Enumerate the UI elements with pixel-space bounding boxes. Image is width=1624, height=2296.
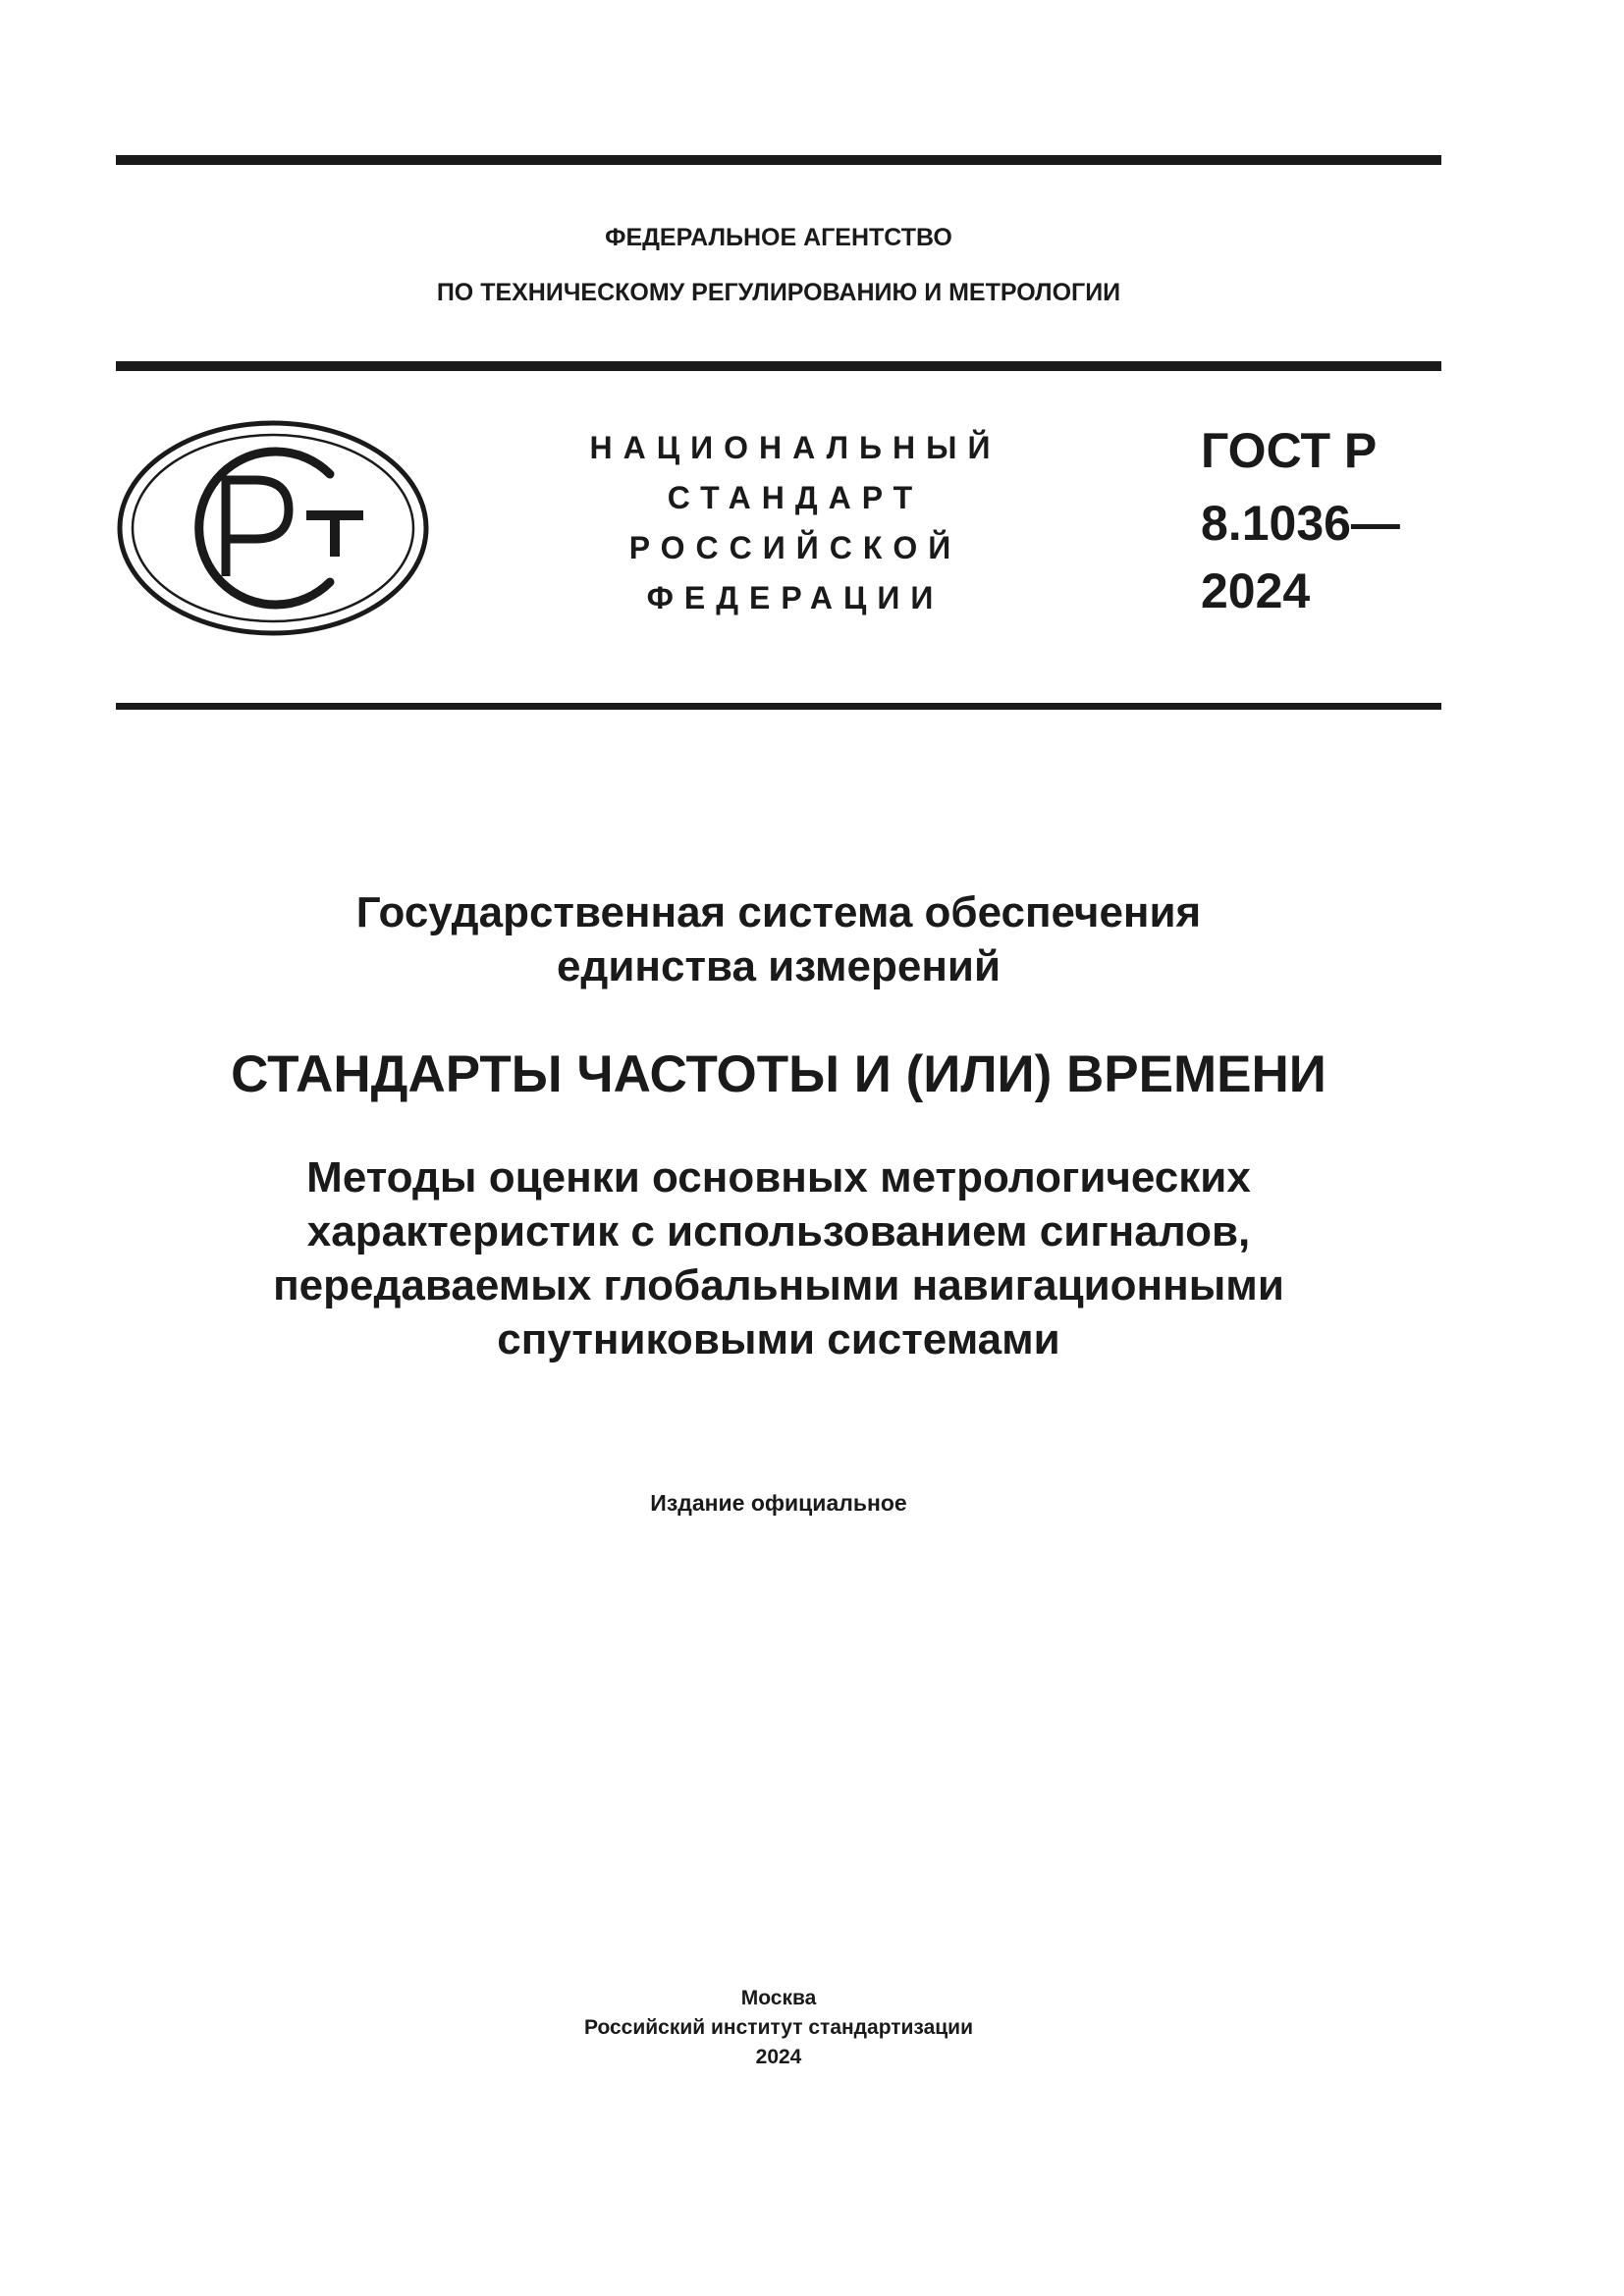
national-standard-line1: НАЦИОНАЛЬНЫЙ: [589, 430, 1001, 465]
designation-line1: ГОСТ Р: [1201, 423, 1378, 478]
header-rule: [116, 361, 1441, 371]
footer-city: Москва: [740, 1987, 817, 2009]
agency-name-line2: ПО ТЕХНИЧЕСКОМУ РЕГУЛИРОВАНИЮ И МЕТРОЛОГИИ: [436, 279, 1121, 306]
national-standard-line2: СТАНДАРТ: [667, 480, 924, 515]
agency-name-line1: ФЕДЕРАЛЬНОЕ АГЕНТСТВО: [605, 224, 952, 251]
subtitle-line3: передаваемых глобальными навигационными: [273, 1261, 1284, 1309]
subtitle-line2: характеристик с использованием сигналов,: [306, 1207, 1251, 1255]
rst-certification-mark-icon: [116, 419, 430, 637]
top-rule: [116, 155, 1441, 165]
designation-line2: 8.1036—: [1201, 496, 1400, 551]
system-title: [116, 885, 1441, 993]
main-title: СТАНДАРТЫ ЧАСТОТЫ И (ИЛИ) ВРЕМЕНИ: [231, 1045, 1326, 1103]
edition-label: Издание официальное: [650, 1490, 907, 1516]
footer-year: 2024: [755, 2046, 802, 2068]
subtitle: [116, 1150, 1441, 1366]
footer-publisher: Российский институт стандартизации: [583, 2016, 974, 2039]
national-standard-line4: ФЕДЕРАЦИИ: [646, 580, 945, 615]
subtitle-line4: спутниковыми системами: [497, 1315, 1060, 1363]
title-rule: [116, 703, 1441, 710]
national-standard-line3: РОССИЙСКОЙ: [628, 530, 962, 565]
system-title-line1: Государственная система обеспечения: [355, 888, 1202, 936]
system-title-line2: единства измерений: [556, 942, 1001, 990]
designation-line3: 2024: [1201, 563, 1311, 618]
subtitle-line1: Методы оценки основных метрологических: [306, 1153, 1251, 1201]
